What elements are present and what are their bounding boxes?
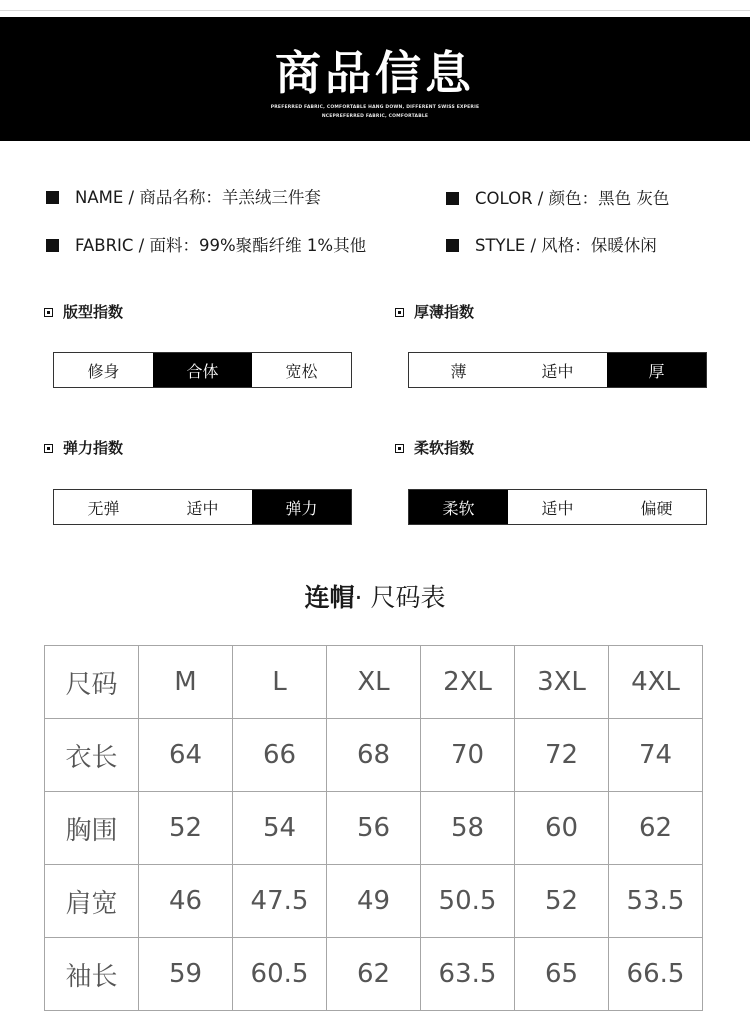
square-bullet-icon: [46, 239, 59, 252]
softness-option-firm: 偏硬: [640, 498, 673, 518]
table-cell: 52: [515, 865, 609, 938]
softness-index-title: [395, 437, 474, 458]
size-table-title-rest: · 尺码表: [354, 583, 446, 612]
table-cell: 65: [515, 938, 609, 1011]
table-cell: 54: [233, 792, 327, 865]
table-cell: 58: [421, 792, 515, 865]
table-header-row: [45, 646, 703, 719]
table-row: [45, 938, 703, 1011]
fit-option-loose: 宽松: [285, 361, 318, 381]
table-header-cell: M: [139, 646, 233, 719]
info-fabric-text: FABRIC / 面料：99%聚酯纤维 1%其他: [75, 236, 367, 255]
square-bullet-icon: [395, 308, 404, 317]
table-cell: 66.5: [609, 938, 703, 1011]
table-cell: 66: [233, 719, 327, 792]
elasticity-option-medium: 适中: [186, 498, 219, 518]
table-cell: 50.5: [421, 865, 515, 938]
table-cell: 72: [515, 719, 609, 792]
elasticity-index-title: [44, 437, 123, 458]
fit-index-title: [44, 301, 123, 322]
banner-subtitle-line1: PREFERRED FABRIC, COMFORTABLE HANG DOWN, DIFFERENT SWISS EXPERIE: [270, 105, 480, 110]
table-row: [45, 792, 703, 865]
thickness-option-thick: 厚: [607, 353, 706, 387]
table-row: [45, 719, 703, 792]
softness-index-scale: [408, 489, 707, 525]
info-style: [446, 232, 657, 256]
table-cell: 46: [139, 865, 233, 938]
softness-option-medium: 适中: [541, 498, 574, 518]
table-cell: 49: [327, 865, 421, 938]
table-cell: 袖长: [45, 938, 139, 1011]
table-cell: 52: [139, 792, 233, 865]
thickness-index-title: [395, 301, 474, 322]
table-cell: 胸围: [45, 792, 139, 865]
table-header-cell: L: [233, 646, 327, 719]
square-bullet-icon: [446, 192, 459, 205]
table-header-cell: 尺码: [45, 646, 139, 719]
top-divider: [0, 10, 750, 11]
table-cell: 70: [421, 719, 515, 792]
table-cell: 60.5: [233, 938, 327, 1011]
banner-subtitle-line2: NCEPREFERRED FABRIC, COMFORTABLE: [321, 114, 429, 119]
table-header-cell: 3XL: [515, 646, 609, 719]
table-cell: 63.5: [421, 938, 515, 1011]
fit-index-label: 版型指数: [63, 303, 124, 321]
header-banner: [0, 17, 750, 141]
table-cell: 56: [327, 792, 421, 865]
fit-index-scale: [53, 352, 352, 388]
elasticity-option-none: 无弹: [87, 498, 120, 518]
info-name: [46, 184, 321, 208]
size-table: [44, 645, 703, 1011]
table-header-cell: 4XL: [609, 646, 703, 719]
square-bullet-icon: [395, 444, 404, 453]
thickness-index-scale: [408, 352, 707, 388]
table-row: [45, 865, 703, 938]
table-cell: 53.5: [609, 865, 703, 938]
size-table-title: [0, 578, 750, 614]
table-header-cell: 2XL: [421, 646, 515, 719]
table-cell: 62: [327, 938, 421, 1011]
square-bullet-icon: [46, 191, 59, 204]
table-cell: 68: [327, 719, 421, 792]
softness-index-label: 柔软指数: [414, 439, 475, 457]
info-style-text: STYLE / 风格：保暖休闲: [475, 236, 657, 255]
fit-option-slim: 修身: [87, 361, 120, 381]
thickness-index-label: 厚薄指数: [414, 303, 475, 321]
elasticity-index-scale: [53, 489, 352, 525]
thickness-option-medium: 适中: [541, 361, 574, 381]
softness-option-soft: 柔软: [409, 490, 508, 524]
table-cell: 肩宽: [45, 865, 139, 938]
info-color-text: COLOR / 颜色：黑色 灰色: [475, 189, 670, 208]
table-cell: 47.5: [233, 865, 327, 938]
table-header-cell: XL: [327, 646, 421, 719]
info-fabric: [46, 232, 366, 256]
size-table-title-bold: 连帽: [304, 583, 355, 612]
table-cell: 74: [609, 719, 703, 792]
elasticity-option-stretch: 弹力: [252, 490, 351, 524]
table-cell: 59: [139, 938, 233, 1011]
square-bullet-icon: [44, 308, 53, 317]
square-bullet-icon: [44, 444, 53, 453]
table-cell: 62: [609, 792, 703, 865]
table-cell: 64: [139, 719, 233, 792]
table-cell: 60: [515, 792, 609, 865]
elasticity-index-label: 弹力指数: [63, 439, 124, 457]
info-name-text: NAME / 商品名称：羊羔绒三件套: [75, 188, 321, 207]
fit-option-regular: 合体: [153, 353, 252, 387]
thickness-option-thin: 薄: [450, 361, 467, 381]
info-color: [446, 185, 669, 209]
square-bullet-icon: [446, 239, 459, 252]
banner-title: 商品信息: [275, 46, 475, 100]
table-cell: 衣长: [45, 719, 139, 792]
